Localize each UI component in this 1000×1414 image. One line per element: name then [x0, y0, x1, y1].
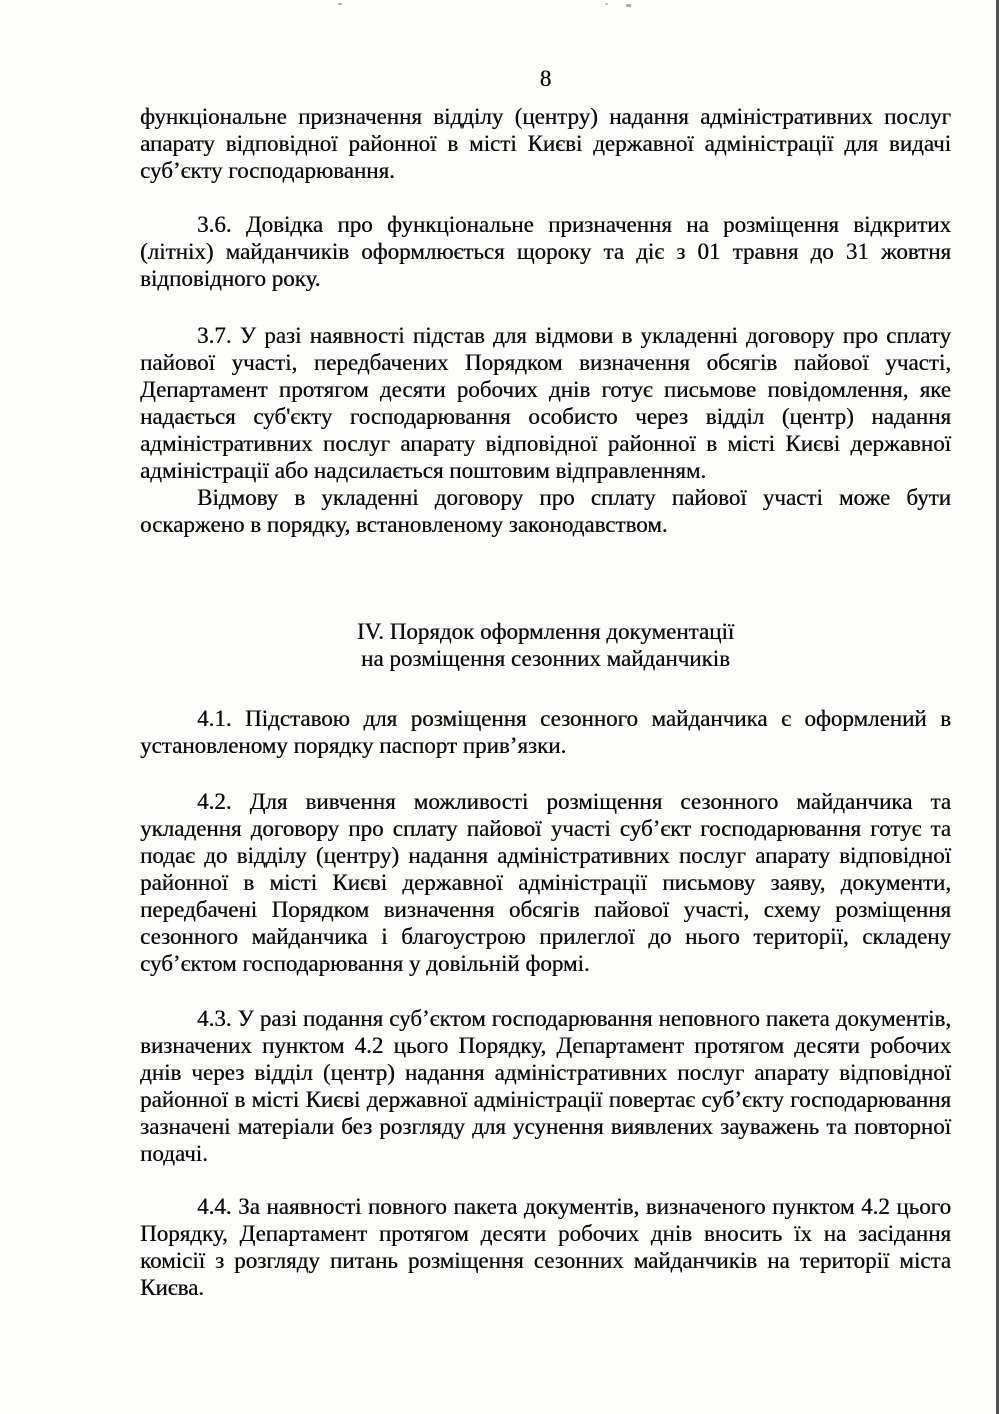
paragraph-3-7-appeal: Відмову в укладенні договору про сплату пайової участі може бути оскаржено в порядку, встановленому законодавством. [140, 485, 951, 537]
section-heading-line-1: IV. Порядок оформлення документації [356, 619, 735, 644]
section-heading-iv [140, 618, 951, 672]
page-number: 8 [539, 66, 552, 91]
paragraph-4-3: 4.3. У разі подання суб’єктом господарювання неповного пакета документів, визначених пунктом 4.2 цього Порядку, Департамент протягом десяти робочих днів через відділ (центр) надання адміністративних послуг апарату відповідної районної в місті Києві державної адміністрації повертає суб’єкту господарювання зазначені матеріали без розгляду для усунення виявлених зауважень та повторної подачі. [140, 1006, 951, 1166]
paragraph-4-4: 4.4. За наявності повного пакета документів, визначеного пунктом 4.2 цього Порядку, Департамент протягом десяти робочих днів вносить їх на засідання комісії з розгляду питань розміщення сезонних майданчиків на території міста Києва. [140, 1194, 951, 1300]
paragraph-3-7: 3.7. У разі наявності підстав для відмови в укладенні договору про сплату пайової участі, передбачених Порядком визначення обсягів пайової участі, Департамент протягом десяти робочих днів готує письмове повідомлення, яке надається суб'єкту господарювання особисто через відділ (центр) надання адміністративних послуг апарату відповідної районної в місті Києві державної адміністрації або надсилається поштовим відправленням. [140, 323, 951, 483]
scan-edge-line [996, 0, 999, 1414]
paragraph-3-6: 3.6. Довідка про функціональне призначення на розміщення відкритих (літніх) майданчиків оформлюється щороку та діє з 01 травня до 31 жовтня відповідного року. [140, 212, 951, 291]
paragraph-4-2: 4.2. Для вивчення можливості розміщення сезонного майданчика та укладення договору про сплату пайової участі суб’єкт господарювання готує та подає до відділу (центру) надання адміністративних послуг апарату відповідної районної в місті Києві державної адміністрації письмову заяву, документи, передбачені Порядком визначення обсягів пайової участі, схему розміщення сезонного майданчика і благоустрою прилеглої до нього території, складену суб’єктом господарювання у довільній формі. [140, 789, 951, 976]
paragraph-4-1: 4.1. Підставою для розміщення сезонного майданчика є оформлений в установленому порядку паспорт прив’язки. [140, 706, 951, 758]
paragraph-continuation: функціональне призначення відділу (центру) надання адміністративних послуг апарату відповідної районної в місті Києві державної адміністрації для видачі суб’єкту господарювання. [140, 104, 951, 183]
section-heading-line-2: на розміщення сезонних майданчиків [361, 646, 730, 671]
page-content [140, 0, 951, 1301]
